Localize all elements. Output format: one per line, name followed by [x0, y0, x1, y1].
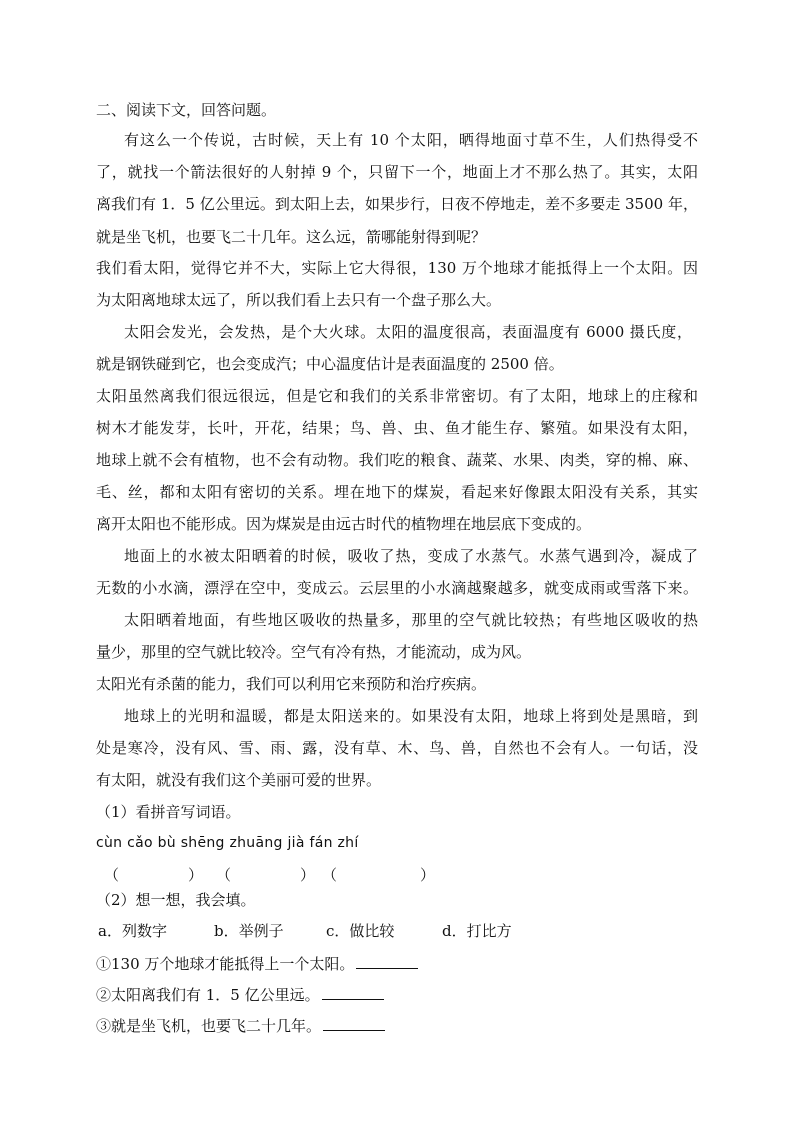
- passage-line: 地球上的光明和温暖，都是太阳送来的。如果没有太阳，地球上将到处是黑暗，到: [124, 707, 698, 725]
- bracket-close: ）: [420, 866, 436, 884]
- fill-item: [96, 1014, 696, 1036]
- passage-line: 处是寒冷，没有风、雪、雨、露，没有草、木、鸟、兽，自然也不会有人。一句话，没: [96, 739, 698, 757]
- option-b: b．举例子: [214, 922, 284, 940]
- option-c: c．做比较: [326, 922, 395, 940]
- fill-item: [96, 952, 696, 974]
- passage-line: 离我们有 1．5 亿公里远。到太阳上去，如果步行，日夜不停地走，差不多要走 3500 年，: [96, 195, 698, 213]
- fill-item-text: ②太阳离我们有 1．5 亿公里远。: [96, 986, 320, 1004]
- answer-blank[interactable]: [356, 952, 418, 969]
- passage-line: 太阳会发光，会发热，是个大火球。太阳的温度很高，表面温度有 6000 摄氏度，: [124, 323, 692, 341]
- answer-blank[interactable]: [322, 983, 384, 1000]
- passage-line: 太阳光有杀菌的能力，我们可以利用它来预防和治疗疾病。: [96, 675, 487, 693]
- passage-line: 地球上就不会有植物，也不会有动物。我们吃的粮食、蔬菜、水果、肉类，穿的棉、麻、: [96, 451, 698, 469]
- question-2-title: （2）想一想，我会填。: [96, 891, 256, 909]
- passage-line: 了，就找一个箭法很好的人射掉 9 个，只留下一个，地面上才不那么热了。其实，太阳: [96, 163, 698, 181]
- passage-line: 毛、丝，都和太阳有密切的关系。埋在地下的煤炭，看起来好像跟太阳没有关系，其实: [96, 483, 698, 501]
- passage-line: 无数的小水滴，漂浮在空中，变成云。云层里的小水滴越聚越多，就变成雨或雪落下来。: [96, 579, 698, 597]
- question-1-pinyin: cùn cǎo bù shēng zhuāng jià fán zhí: [96, 835, 359, 851]
- option-a: a．列数字: [98, 922, 167, 940]
- bracket-open: （: [104, 866, 120, 884]
- bracket-close: ）: [300, 866, 316, 884]
- passage-line: 我们看太阳，觉得它并不大，实际上它大得很，130 万个地球才能抵得上一个太阳。因: [96, 259, 698, 277]
- answer-brackets: [0, 865, 793, 885]
- fill-item-text: ③就是坐飞机，也要飞二十几年。: [96, 1017, 322, 1035]
- section-title: 二、阅读下文，回答问题。: [96, 101, 277, 119]
- passage-line: 就是坐飞机，也要飞二十几年。这么远，箭哪能射得到呢？: [96, 228, 487, 246]
- option-list: [0, 921, 793, 941]
- option-d: d．打比方: [442, 922, 512, 940]
- passage-line: 就是钢铁碰到它，也会变成汽；中心温度估计是表面温度的 2500 倍。: [96, 355, 564, 373]
- passage-line: 地面上的水被太阳晒着的时候，吸收了热，变成了水蒸气。水蒸气遇到冷，凝成了: [124, 547, 698, 565]
- passage-line: 为太阳离地球太远了，所以我们看上去只有一个盘子那么大。: [96, 291, 502, 309]
- bracket-open: （: [216, 866, 232, 884]
- fill-item-text: ①130 万个地球才能抵得上一个太阳。: [96, 955, 355, 973]
- question-1-title: （1）看拼音写词语。: [96, 803, 241, 821]
- passage-line: 树木才能发芽，长叶，开花，结果；鸟、兽、虫、鱼才能生存、繁殖。如果没有太阳，: [96, 419, 698, 437]
- passage-line: 太阳虽然离我们很远很远，但是它和我们的关系非常密切。有了太阳，地球上的庄稼和: [96, 387, 698, 405]
- passage-line: 太阳晒着地面，有些地区吸收的热量多，那里的空气就比较热；有些地区吸收的热: [124, 611, 698, 629]
- passage-line: 有太阳，就没有我们这个美丽可爱的世界。: [96, 771, 382, 789]
- answer-blank[interactable]: [323, 1014, 385, 1031]
- fill-item: [96, 983, 696, 1005]
- bracket-close: ）: [188, 866, 204, 884]
- bracket-open: （: [322, 866, 338, 884]
- passage-line: 离开太阳也不能形成。因为煤炭是由远古时代的植物埋在地层底下变成的。: [96, 515, 592, 533]
- passage-line: 量少，那里的空气就比较冷。空气有冷有热，才能流动，成为风。: [96, 643, 532, 661]
- passage-line: 有这么一个传说，古时候，天上有 10 个太阳，晒得地面寸草不生，人们热得受不: [124, 131, 698, 149]
